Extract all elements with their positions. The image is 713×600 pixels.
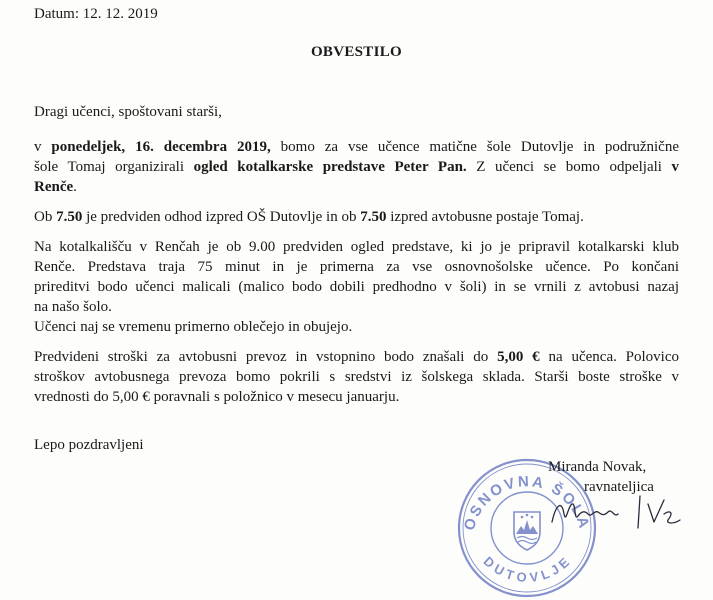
signatory-name: Miranda Novak, [548,459,647,475]
text-run: na učenca. Polovico [539,349,680,365]
text-run: v [34,139,52,155]
text-run: je predviden odhod izpred OŠ Dutovlje in ob [82,209,361,225]
text-run: Z učenci se bomo odpeljali [466,159,672,175]
departure-time-dutovlje: 7.50 [56,209,83,225]
paragraph-line: Na kotalkališču v Renčah je ob 9.00 predviden ogled predstave, ki jo je pripravil kotalkarski klub [34,239,679,255]
coat-of-arms-icon [514,512,540,550]
event-date: ponedeljek, 16. decembra 2019, [51,139,271,155]
stamp-bottom-text: DUTOVLJE [480,553,574,586]
paragraph-line: stroškov avtobusnega prevoza bomo pokrili s sredstvi iz šolskega sklada. Starši boste stroške v [34,369,679,385]
text-run: Predvideni stroški za avtobusni prevoz in vstopnino bodo znašali do [34,349,498,365]
paragraph-program [34,237,679,317]
document-date: Datum: 12. 12. 2019 [34,6,158,22]
stamp-top-text: OSNOVNA ŠOLA [460,473,594,533]
paragraph-line: na našo šolo. [34,299,112,315]
text-run: . [73,179,77,195]
svg-text:DUTOVLJE [481,553,574,585]
paragraph-line [34,157,679,177]
paragraph-line [34,177,679,197]
paragraph-line [34,207,679,227]
closing: Lepo pozdravljeni [34,437,144,453]
paragraph-line: prireditvi bodo učenci malicali (malico bodo dobili predhodno v šoli) in se vrnili z avtobusi nazaj [34,279,679,295]
paragraph-costs [34,347,679,407]
paragraph-line: Učenci naj se vremenu primerno oblečejo in obujejo. [34,319,353,335]
event-name: ogled kotalkarske predstave Peter Pan. [193,159,467,175]
handwritten-signature [548,492,688,532]
signatory-role: ravnateljica [584,479,654,495]
event-location: Renče [34,179,74,195]
paragraph-line [34,137,679,157]
departure-time-tomaj: 7.50 [360,209,387,225]
text-run: Ob [34,209,57,225]
cost-amount: 5,00 € [497,349,540,365]
paragraph-line [34,347,679,367]
document-title: OBVESTILO [310,44,403,60]
paragraph-line: vrednosti do 5,00 € poravnali s položnico v mesecu januarju. [34,389,400,405]
paragraph-line: Renče. Predstava traja 75 minut in je primerna za vse osnovnošolske učence. Po končani [34,259,679,275]
text-run: šole Tomaj organizirali [34,159,194,175]
paragraph-event [34,137,679,197]
paragraph-departure [34,207,679,227]
paragraph-clothing [34,317,679,337]
text-run: bomo za vse učence matične šole Dutovlje in podružnične [270,139,679,155]
text-run: izpred avtobusne postaje Tomaj. [386,209,584,225]
greeting: Dragi učenci, spoštovani starši, [34,104,222,120]
text-run-bold: v [671,159,680,175]
